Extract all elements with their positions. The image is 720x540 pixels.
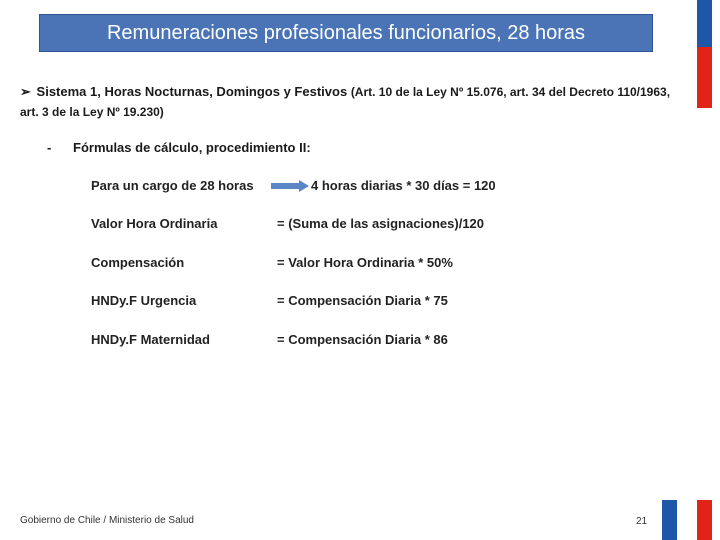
right-arrow-icon bbox=[271, 180, 309, 192]
formula-row bbox=[91, 293, 448, 308]
flag-blue-band bbox=[662, 500, 677, 540]
heading-main: Sistema 1, Horas Nocturnas, Domingos y Festivos bbox=[36, 84, 348, 99]
formula-row bbox=[91, 255, 453, 270]
footer-text: Gobierno de Chile / Ministerio de Salud bbox=[20, 515, 194, 526]
slide-title: Remuneraciones profesionales funcionarios, 28 horas bbox=[106, 21, 586, 44]
formula-row bbox=[91, 332, 448, 347]
formula-value: = Compensación Diaria * 75 bbox=[277, 293, 448, 308]
flag-red-band bbox=[697, 500, 712, 540]
formula-label: HNDy.F Maternidad bbox=[91, 332, 210, 347]
flag-blue-band bbox=[697, 0, 712, 47]
arrow-bullet-icon: ➢ bbox=[20, 84, 31, 99]
formula-value: = (Suma de las asignaciones)/120 bbox=[277, 216, 485, 231]
title-banner bbox=[39, 14, 653, 52]
chile-flag-stripe-bottom-blue bbox=[662, 500, 677, 540]
formula-value: 4 horas diarias * 30 días = 120 bbox=[311, 178, 496, 193]
sub-heading-text: Fórmulas de cálculo, procedimiento II: bbox=[73, 140, 311, 155]
formula-value: = Compensación Diaria * 86 bbox=[277, 332, 448, 347]
chile-flag-stripe-bottom-red bbox=[697, 500, 712, 540]
chile-flag-stripe-top bbox=[697, 0, 712, 108]
heading-reference: (Art. 10 de la Ley Nº 15.076, art. 34 del Decreto 110/1963, art. 3 de la Ley Nº 19.230) bbox=[20, 85, 671, 119]
sub-heading bbox=[47, 140, 311, 155]
formula-row bbox=[91, 178, 496, 193]
formula-label: Para un cargo de 28 horas bbox=[91, 178, 254, 193]
section-heading bbox=[20, 82, 680, 122]
formula-label: HNDy.F Urgencia bbox=[91, 293, 197, 308]
formula-row bbox=[91, 216, 484, 231]
formula-label: Compensación bbox=[91, 255, 185, 270]
dash-bullet: - bbox=[47, 140, 52, 155]
flag-red-band bbox=[697, 47, 712, 108]
page-number: 21 bbox=[636, 516, 648, 527]
formula-value: = Valor Hora Ordinaria * 50% bbox=[277, 255, 453, 270]
formula-label: Valor Hora Ordinaria bbox=[91, 216, 218, 231]
